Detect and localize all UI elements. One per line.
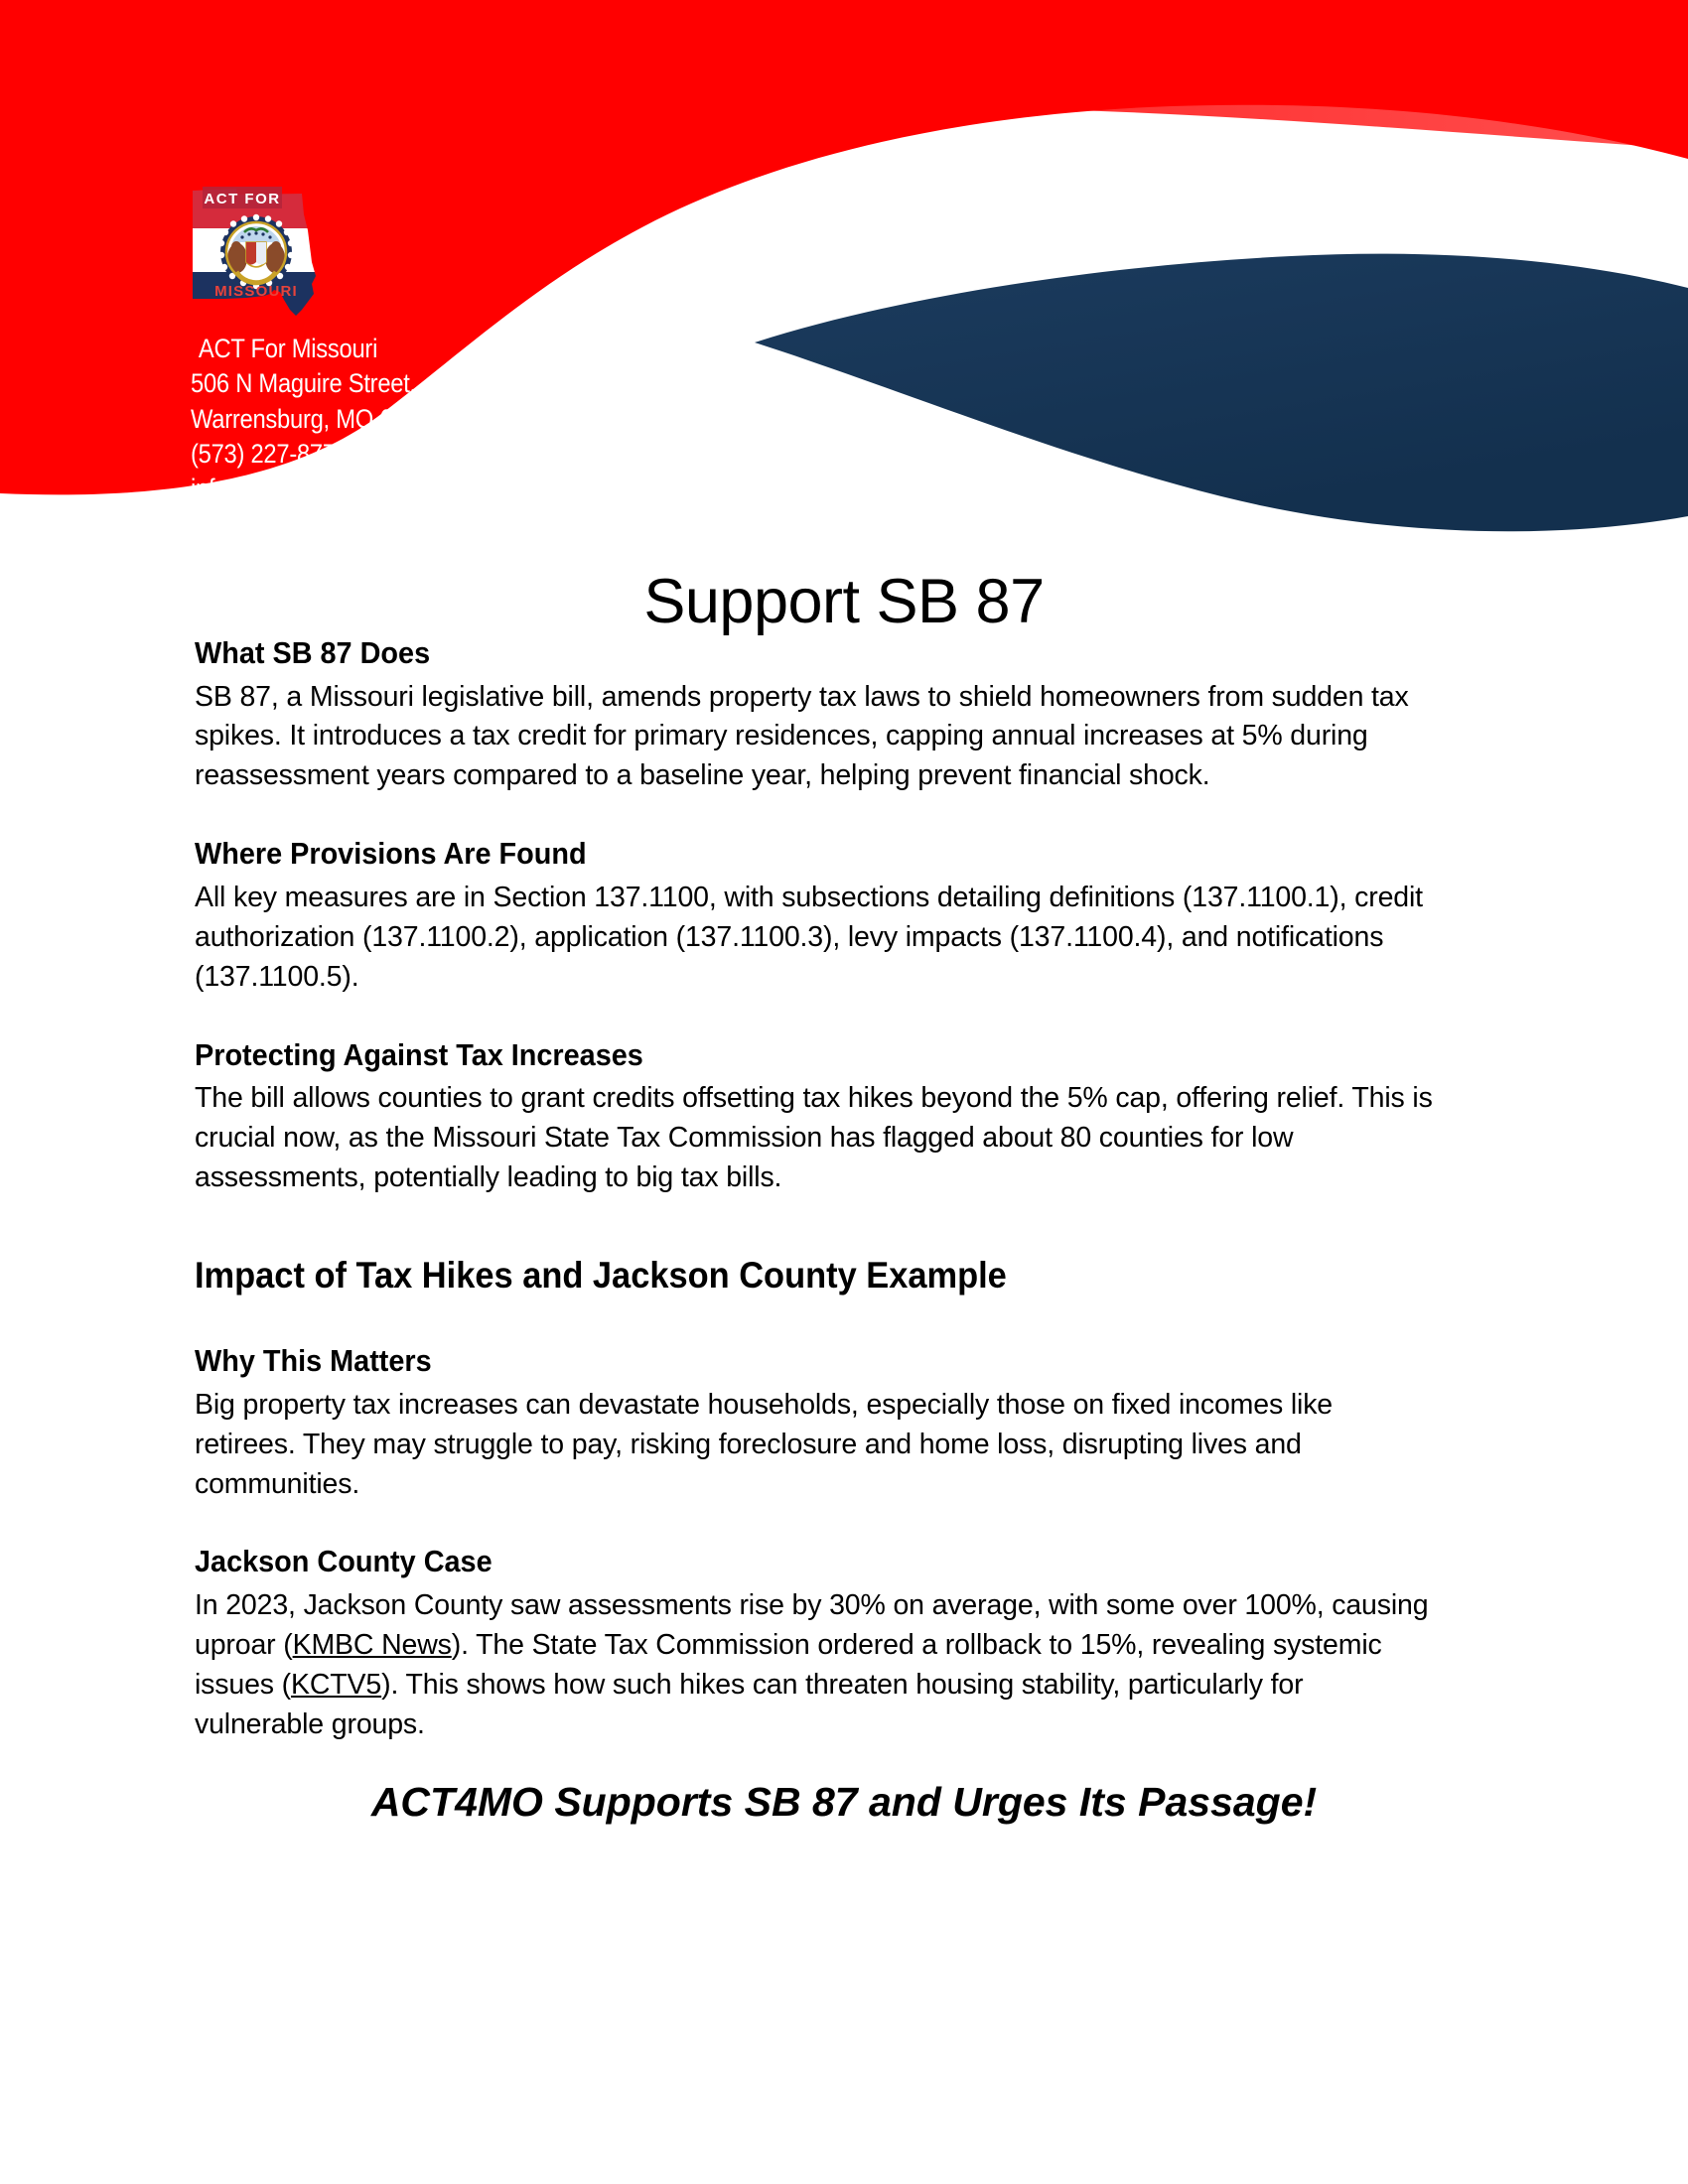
section-body: Big property tax increases can devastate households, especially those on fixed incomes like retirees. They may struggle to pay, risking foreclosure and home loss, disrupting lives and communities. (195, 1388, 1333, 1500)
section-heading: Why This Matters (195, 1343, 432, 1379)
closing-tagline: ACT4MO Supports SB 87 and Urges Its Passage! (370, 1779, 1318, 1825)
spacer (195, 1504, 1436, 1544)
logo-top-text: ACT FOR (204, 191, 281, 207)
section-body: The bill allows counties to grant credits offsetting tax hikes beyond the 5% cap, offering relief. This is crucial now, as the Missouri State Tax Commission has flagged about 80 counties for low assessments, potentially leading to big tax bills. (195, 1082, 1433, 1193)
section-heading: What SB 87 Does (195, 635, 431, 670)
jackson-text-part3: ). This shows how such hikes can threaten housing stability, particularly for vulnerable groups. (195, 1668, 1304, 1740)
major-section-heading: Impact of Tax Hikes and Jackson County Example (195, 1254, 1007, 1296)
kmbc-news-link[interactable]: KMBC News (292, 1628, 452, 1661)
header-wave-navy (755, 149, 1688, 531)
section-heading: Where Provisions Are Found (195, 836, 587, 872)
act4mo-logo (185, 181, 344, 322)
section-why-this-matters (195, 1343, 1436, 1504)
spacer (195, 796, 1436, 836)
spacer (195, 1303, 1436, 1343)
city-state-zip: Warrensburg, MO 64093 (191, 403, 445, 434)
contact-address-block (191, 332, 444, 542)
kctv5-link[interactable]: KCTV5 (291, 1668, 382, 1701)
email-address[interactable]: info@act4mo.org (191, 474, 367, 504)
jackson-text-part2: ). The State Tax Commission ordered a rollback to 15%, revealing systemic issues ( (195, 1628, 1382, 1701)
section-protecting-against-tax-increases (195, 1037, 1436, 1198)
logo-bottom-text: MISSOURI (214, 283, 298, 300)
street-address: 506 N Maguire Street, (191, 368, 416, 399)
spacer (195, 998, 1436, 1037)
section-body (195, 1586, 1436, 1745)
page-title: Support SB 87 (643, 567, 1045, 637)
website-url[interactable]: www.act4mo.org (191, 508, 361, 539)
section-what-sb87-does (195, 635, 1436, 796)
section-where-provisions-are-found (195, 836, 1436, 997)
org-name: ACT For Missouri (198, 334, 378, 363)
phone-number[interactable]: (573) 227-8772 (191, 439, 349, 470)
section-heading: Jackson County Case (195, 1544, 492, 1579)
spacer (195, 1198, 1436, 1254)
section-jackson-county-case (195, 1544, 1436, 1744)
section-heading: Protecting Against Tax Increases (195, 1036, 643, 1072)
section-body: All key measures are in Section 137.1100, with subsections detailing definitions (137.1100.1), credit authorization (137.1100.2), application (137.1100.3), levy impacts (137.1100.4), and notifications (137.1100.5). (195, 881, 1423, 993)
section-body: SB 87, a Missouri legislative bill, amends property tax laws to shield homeowners from sudden tax spikes. It introduces a tax credit for primary residences, capping annual increases at 5% during reassessment years compared to a baseline year, helping prevent financial shock. (195, 680, 1409, 792)
jackson-text-part1: In 2023, Jackson County saw assessments rise by 30% on average, with some over 100%, causing uproar ( (195, 1588, 1429, 1661)
document-body (195, 635, 1436, 1745)
